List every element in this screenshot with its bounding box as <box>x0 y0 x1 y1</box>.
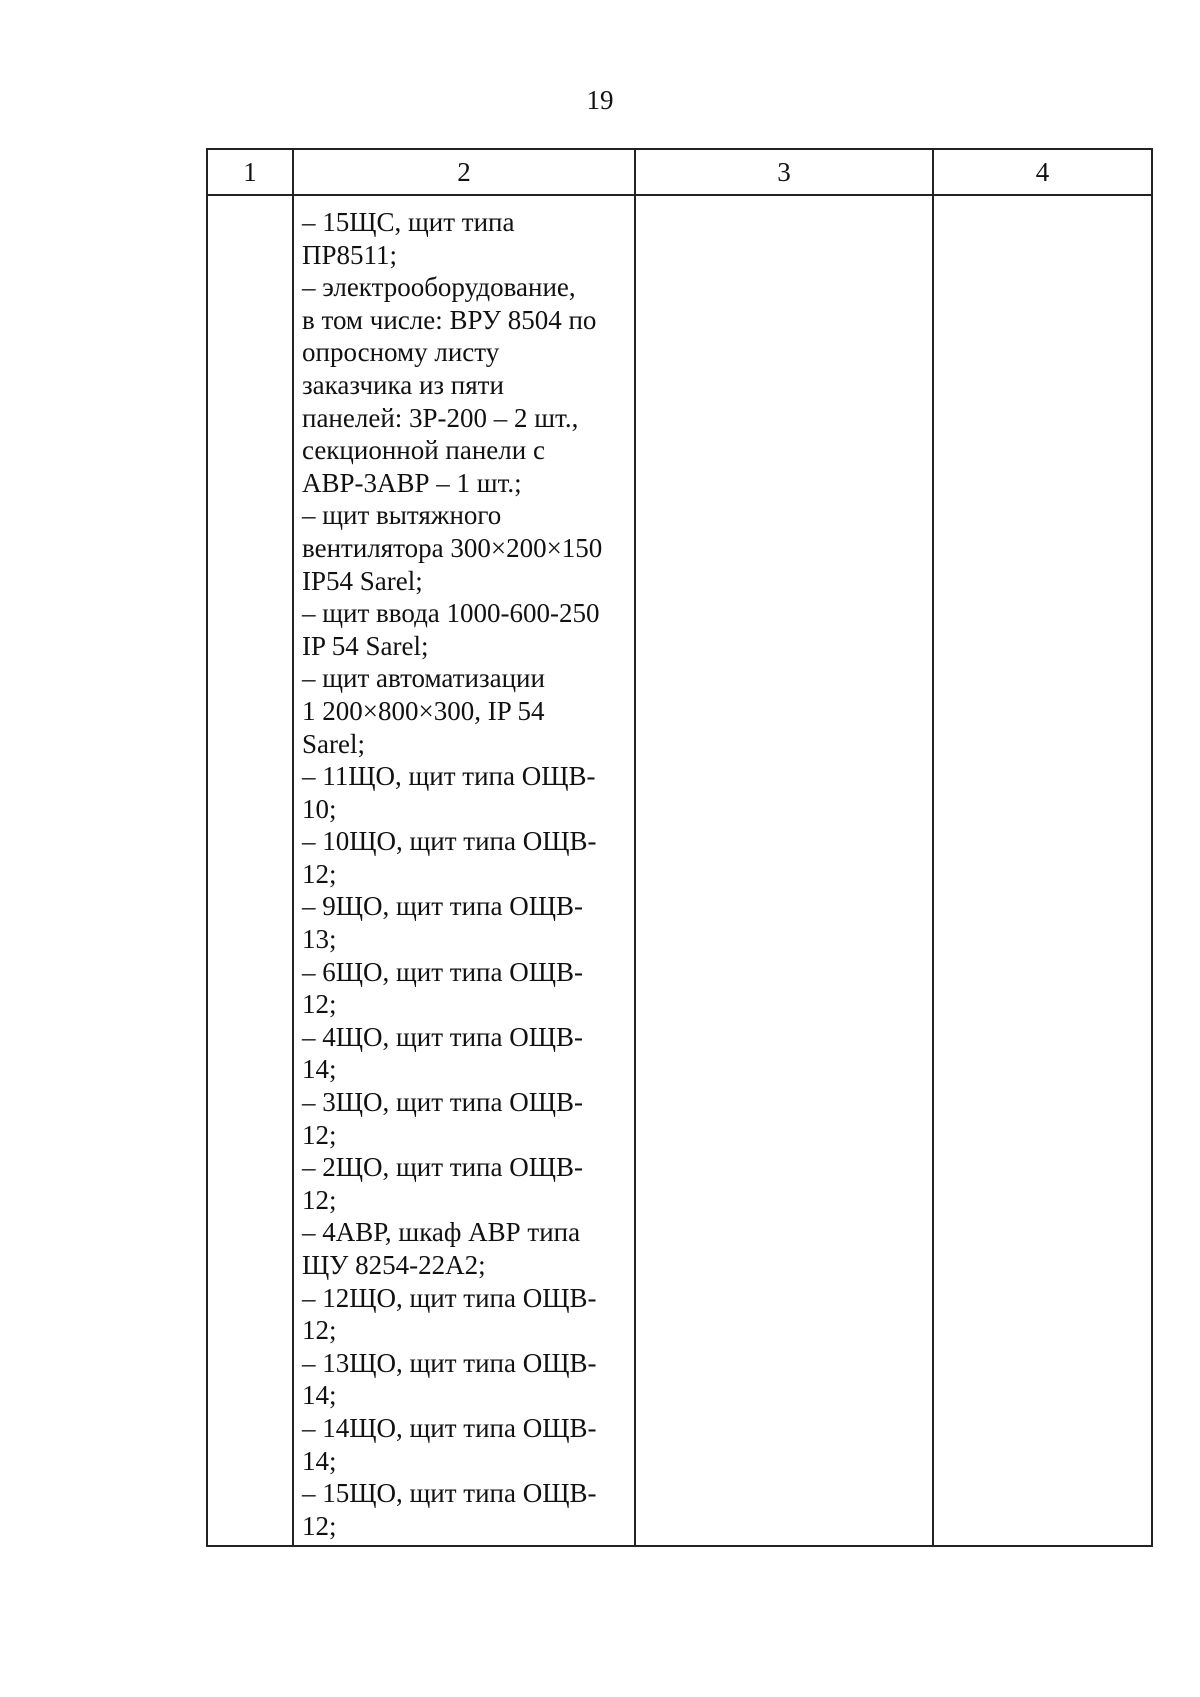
equipment-line: – 4ЩО, щит типа ОЩВ- <box>302 1021 583 1052</box>
equipment-line: – 15ЩО, щит типа ОЩВ- <box>302 1478 597 1509</box>
column-divider-3 <box>932 150 934 1545</box>
header-cell-col1: 1 <box>243 157 257 187</box>
table-header-row <box>208 150 1151 196</box>
page-number: 19 <box>586 85 614 115</box>
equipment-line: 14; <box>302 1445 337 1476</box>
equipment-line: – 13ЩО, щит типа ОЩВ- <box>302 1347 597 1378</box>
equipment-line: – щит вытяжного <box>302 500 502 531</box>
equipment-line: – 2ЩО, щит типа ОЩВ- <box>302 1152 583 1183</box>
equipment-line: опросному листу <box>302 337 500 368</box>
equipment-line: 12; <box>302 858 337 889</box>
equipment-line: 14; <box>302 1054 337 1085</box>
equipment-line: 12; <box>302 1184 337 1215</box>
equipment-line: – 6ЩО, щит типа ОЩВ- <box>302 956 583 987</box>
equipment-line: – 15ЩС, щит типа <box>302 207 515 237</box>
equipment-line: 14; <box>302 1380 337 1411</box>
header-cell-col2: 2 <box>457 157 471 187</box>
equipment-line: IP54 Sarel; <box>302 565 423 596</box>
equipment-line: АВР-3АВР – 1 шт.; <box>302 467 522 498</box>
equipment-line: – 3ЩО, щит типа ОЩВ- <box>302 1087 583 1118</box>
equipment-line: – 11ЩО, щит типа ОЩВ- <box>302 761 596 792</box>
table-cell-col2-equipment-list <box>302 206 636 1542</box>
equipment-line: – 10ЩО, щит типа ОЩВ- <box>302 826 597 857</box>
equipment-line: 13; <box>302 924 337 955</box>
equipment-line: заказчика из пяти <box>302 369 504 400</box>
equipment-line: 12; <box>302 989 337 1020</box>
equipment-line: ЩУ 8254-22А2; <box>302 1250 486 1280</box>
equipment-line: – электрооборудование, <box>302 272 576 303</box>
equipment-line: вентилятора 300×200×150 <box>302 532 603 563</box>
equipment-line: 12; <box>302 1315 337 1346</box>
equipment-line: – 4АВР, шкаф АВР типа <box>302 1217 581 1248</box>
equipment-line: 10; <box>302 793 337 824</box>
equipment-line: – щит ввода 1000-600-250 <box>302 598 600 629</box>
equipment-line: секционной панели с <box>302 435 545 466</box>
equipment-line: в том числе: ВРУ 8504 по <box>302 304 597 335</box>
equipment-line: 1 200×800×300, IP 54 <box>302 695 545 726</box>
equipment-line: – 9ЩО, щит типа ОЩВ- <box>302 891 583 922</box>
equipment-line: IP 54 Sarel; <box>302 630 429 661</box>
header-cell-col3: 3 <box>777 157 791 187</box>
header-cell-col4: 4 <box>1035 157 1050 187</box>
equipment-line: – 12ЩО, щит типа ОЩВ- <box>302 1282 597 1313</box>
equipment-line: – 14ЩО, щит типа ОЩВ- <box>302 1412 597 1443</box>
equipment-line: – щит автоматизации <box>302 663 545 694</box>
equipment-line: ПР8511; <box>302 239 398 270</box>
equipment-line: Sarel; <box>302 728 365 759</box>
equipment-line: 12; <box>302 1119 337 1150</box>
equipment-line: панелей: 3Р-200 – 2 шт., <box>302 402 579 433</box>
equipment-table <box>206 148 1153 1547</box>
equipment-line: 12; <box>302 1510 337 1541</box>
column-divider-1 <box>292 150 294 1545</box>
